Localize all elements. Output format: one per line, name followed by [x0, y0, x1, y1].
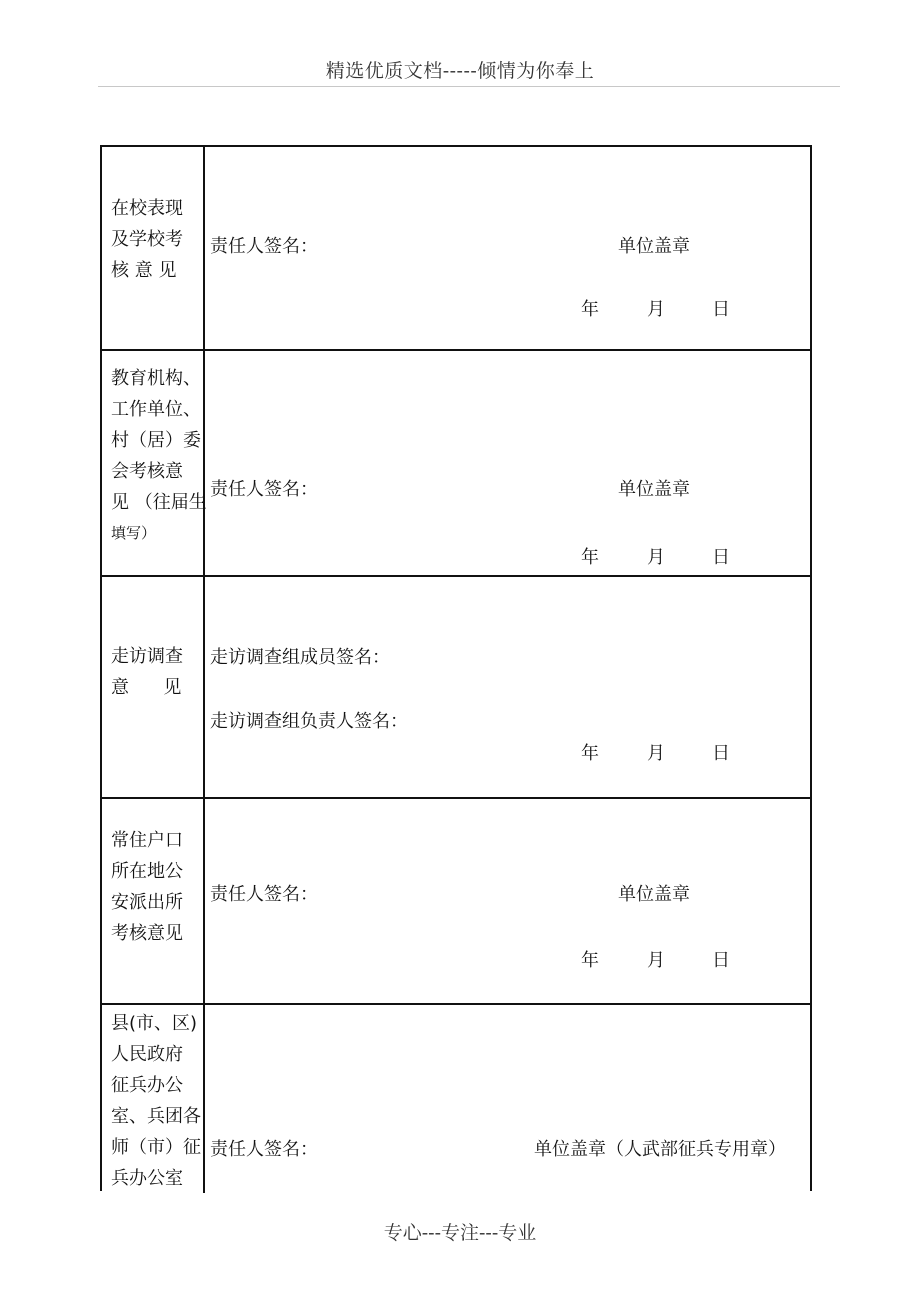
- visit-investigation-label: 走访调查 意 见: [111, 646, 183, 698]
- date-year: 年: [581, 547, 599, 568]
- member-signature-label: 走访调查组成员签名：: [210, 647, 390, 668]
- responsible-signature-label: 责任人签名：: [210, 236, 318, 257]
- date-year: 年: [581, 743, 599, 764]
- column-divider: [203, 1005, 205, 1193]
- unit-stamp-label: 单位盖章: [618, 236, 690, 257]
- date-month: 月: [647, 299, 665, 320]
- date-day: 日: [712, 299, 730, 320]
- responsible-signature-label: 责任人签名：: [210, 884, 318, 905]
- column-divider: [203, 577, 205, 797]
- date-month: 月: [647, 950, 665, 971]
- police-review-row: [102, 799, 810, 1005]
- police-review-label: 常住户口 所在地公 安派出所 考核意见: [111, 830, 183, 944]
- page-header: 精选优质文档-----倾情为你奉上: [325, 60, 595, 82]
- date-day: 日: [712, 950, 730, 971]
- school-review-row: [102, 147, 810, 351]
- responsible-signature-label: 责任人签名：: [210, 479, 318, 500]
- column-divider: [203, 147, 205, 349]
- recruitment-office-row: [102, 1005, 810, 1193]
- date-month: 月: [647, 743, 665, 764]
- unit-stamp-label: 单位盖章（人武部征兵专用章）: [534, 1139, 786, 1160]
- unit-stamp-label: 单位盖章: [618, 884, 690, 905]
- institution-review-label: 教育机构、 工作单位、 村（居）委 会考核意 见 （往届生 填写）: [111, 368, 207, 542]
- page-footer: 专心---专注---专业: [383, 1222, 537, 1244]
- header-divider: [98, 86, 840, 87]
- column-divider: [203, 351, 205, 575]
- responsible-signature-label: 责任人签名：: [210, 1139, 318, 1160]
- recruitment-office-label: 县(市、区) 人民政府 征兵办公 室、兵团各 师（市）征 兵办公室: [111, 1013, 201, 1189]
- review-opinion-table: [100, 145, 812, 1191]
- visit-investigation-row: [102, 577, 810, 799]
- column-divider: [203, 799, 205, 1003]
- date-year: 年: [581, 950, 599, 971]
- institution-review-row: [102, 351, 810, 577]
- unit-stamp-label: 单位盖章: [618, 479, 690, 500]
- date-year: 年: [581, 299, 599, 320]
- date-day: 日: [712, 743, 730, 764]
- school-review-label: 在校表现 及学校考 核 意 见: [111, 198, 183, 281]
- date-month: 月: [647, 547, 665, 568]
- date-day: 日: [712, 547, 730, 568]
- leader-signature-label: 走访调查组负责人签名：: [210, 711, 408, 732]
